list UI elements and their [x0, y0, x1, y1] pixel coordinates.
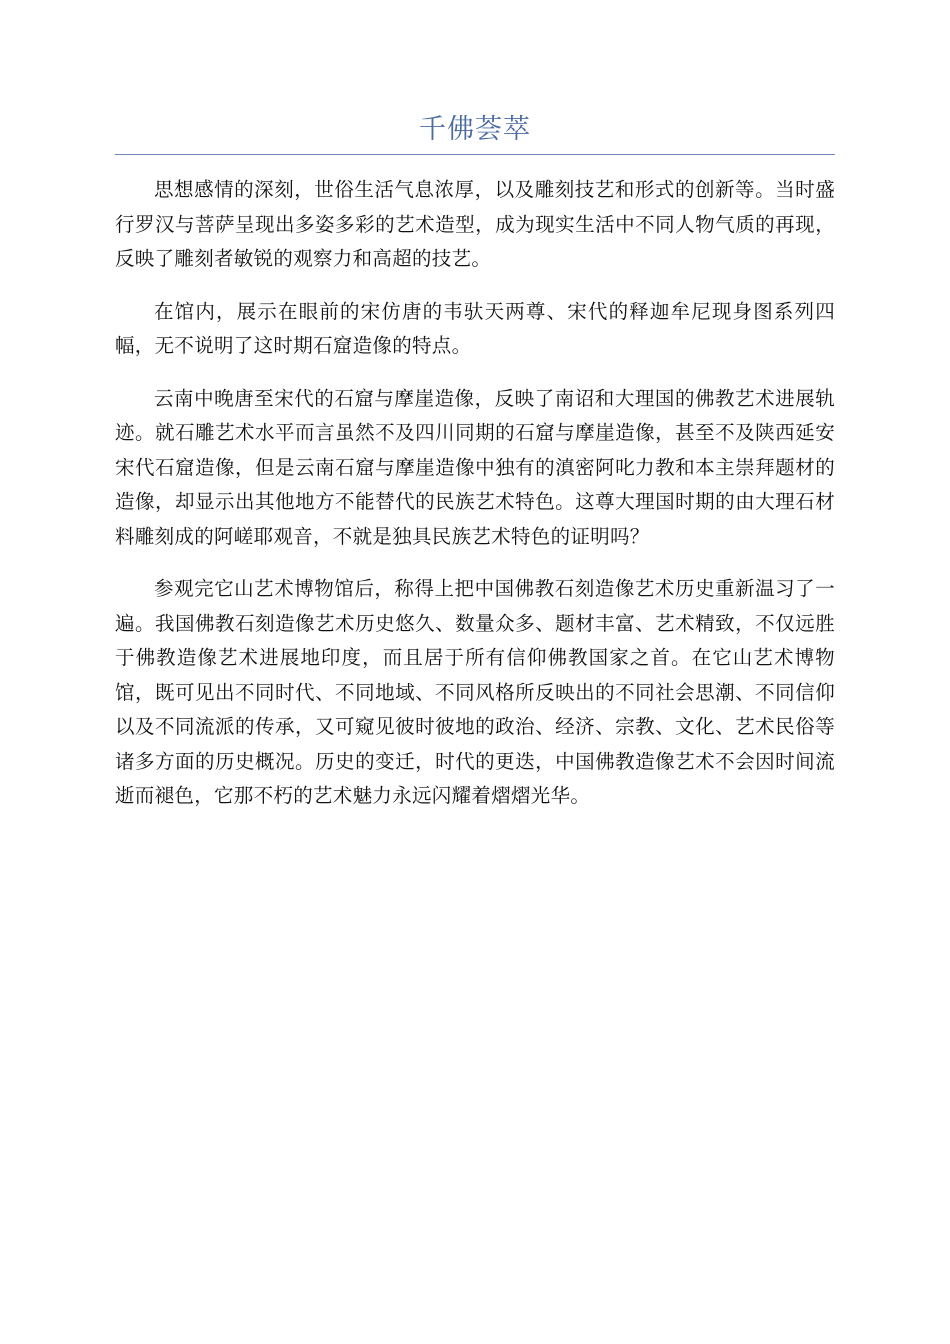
page-title: 千佛荟萃 — [419, 114, 531, 145]
document-page — [115, 110, 835, 832]
paragraph-4: 参观完它山艺术博物馆后，称得上把中国佛教石刻造像艺术历史重新温习了一遍。我国佛教石刻造像艺术历史悠久、数量众多、题材丰富、艺术精致，不仅远胜于佛教造像艺术进展地印度，而且居于所有信仰佛教国家之首。在它山艺术博物馆，既可见出不同时代、不同地域、不同风格所反映出的不同社会思潮、不同信仰以及不同流派的传承，又可窥见彼时彼地的政治、经济、宗教、文化、艺术民俗等诸多方面的历史概况。历史的变迁，时代的更迭，中国佛教造像艺术不会因时间流逝而褪色，它那不朽的艺术魅力永远闪耀着熠熠光华。 — [115, 577, 835, 807]
page-header — [115, 110, 835, 155]
paragraph-2: 在馆内，展示在眼前的宋仿唐的韦驮天两尊、宋代的释迦牟尼现身图系列四幅，无不说明了这时期石窟造像的特点。 — [115, 299, 835, 357]
paragraph-1: 思想感情的深刻，世俗生活气息浓厚，以及雕刻技艺和形式的创新等。当时盛行罗汉与菩萨呈现出多姿多彩的艺术造型，成为现实生活中不同人物气质的再现，反映了雕刻者敏锐的观察力和高超的技艺。 — [115, 178, 835, 270]
paragraph-3: 云南中晚唐至宋代的石窟与摩崖造像，反映了南诏和大理国的佛教艺术进展轨迹。就石雕艺术水平而言虽然不及四川同期的石窟与摩崖造像，甚至不及陕西延安宋代石窟造像，但是云南石窟与摩崖造像中独有的滇密阿叱力教和本主崇拜题材的造像，却显示出其他地方不能替代的民族艺术特色。这尊大理国时期的由大理石材料雕刻成的阿嵯耶观音，不就是独具民族艺术特色的证明吗？ — [115, 386, 835, 548]
document-body — [115, 173, 835, 814]
